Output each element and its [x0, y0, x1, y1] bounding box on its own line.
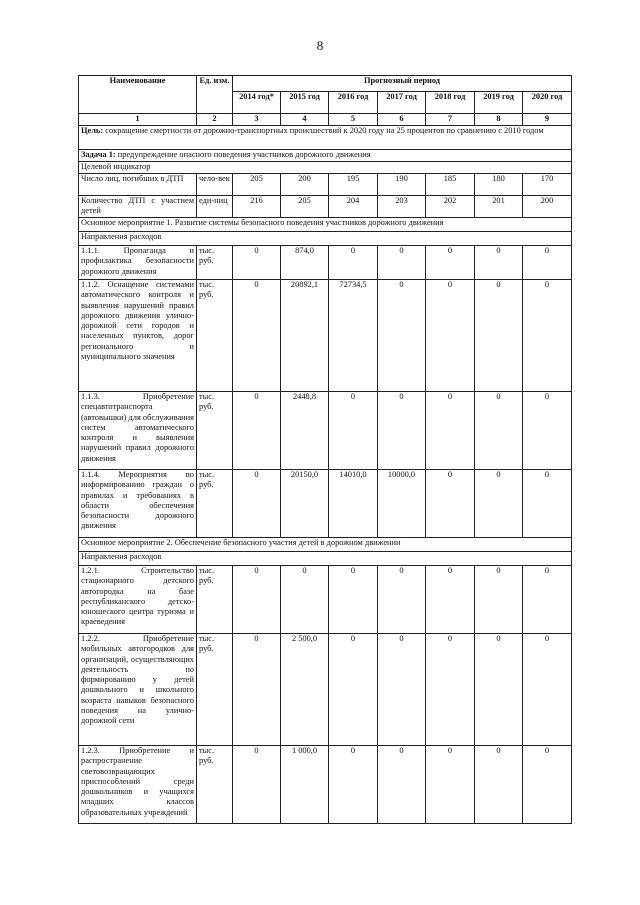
- row-value: 1 000,0: [281, 746, 329, 824]
- task-label: Задача 1:: [81, 150, 116, 159]
- goal-row: [79, 126, 572, 150]
- header-year: 2020 год: [523, 92, 572, 114]
- row-unit: тыс. руб.: [197, 392, 233, 470]
- header-period: Прогнозный период: [233, 76, 572, 92]
- row-unit: тыс. руб.: [197, 246, 233, 280]
- row-unit: тыс. руб.: [197, 746, 233, 824]
- row-value: 205: [281, 196, 329, 218]
- row-value: 0: [475, 470, 523, 538]
- row-value: 0: [233, 280, 281, 392]
- row-value: 180: [475, 174, 523, 196]
- row-value: 0: [426, 634, 475, 746]
- row-value: 0: [523, 634, 572, 746]
- task-text: предупреждение опасного поведения участников дорожного движения: [115, 150, 371, 159]
- row-value: 0: [329, 246, 378, 280]
- row-unit: тыс. руб.: [197, 566, 233, 634]
- row-value: 0: [426, 566, 475, 634]
- row-value: 204: [329, 196, 378, 218]
- column-number: 5: [329, 114, 378, 126]
- forecast-table: [78, 75, 572, 824]
- row-name: 1.1.3. Приобретение спецавтотранспорта (автовышки) для обслуживания систем автоматического контроля и выявления нарушений правил дорожного движения: [79, 392, 197, 470]
- row-value: 216: [233, 196, 281, 218]
- row-value: 190: [378, 174, 426, 196]
- row-value: 0: [475, 392, 523, 470]
- row-value: 0: [329, 566, 378, 634]
- row-name: Число лиц, погибших в ДТП: [79, 174, 197, 196]
- row-value: 0: [378, 634, 426, 746]
- row-value: 0: [523, 470, 572, 538]
- row-unit: тыс. руб.: [197, 470, 233, 538]
- header-year: 2018 год: [426, 92, 475, 114]
- row-value: 0: [233, 746, 281, 824]
- row-value: 200: [523, 196, 572, 218]
- row-value: 0: [378, 746, 426, 824]
- row-name: 1.1.4. Мероприятия по информированию граждан о правилах и требованиях в области обеспечения безопасности дорожного движения: [79, 470, 197, 538]
- row-value: 0: [281, 566, 329, 634]
- row-value: 0: [523, 280, 572, 392]
- row-unit: тыс. руб.: [197, 634, 233, 746]
- column-number: 4: [281, 114, 329, 126]
- row-value: 0: [378, 280, 426, 392]
- indicator-header: Целевой индикатор: [79, 162, 572, 174]
- header-unit: Ед. изм.: [197, 76, 233, 114]
- row-value: 0: [426, 246, 475, 280]
- row-name: 1.2.3. Приобретение и распространение световозвращающих приспособлений среди дошкольников и учащихся младших классов образовательных учреждений: [79, 746, 197, 824]
- indicator-row: [79, 174, 572, 196]
- row-value: 0: [523, 566, 572, 634]
- row-value: 0: [475, 246, 523, 280]
- row-name: 1.1.2. Оснащение системами автоматического контроля и выявления нарушений правил дорожного движения улично-дорожной сети городов и населенных пунктов, дорог регионального и муниципального значения: [79, 280, 197, 392]
- row-value: 0: [475, 746, 523, 824]
- row-value: 10000,0: [378, 470, 426, 538]
- header-year: 2014 год*: [233, 92, 281, 114]
- goal-label: Цель:: [81, 126, 104, 135]
- row-value: 0: [523, 392, 572, 470]
- column-number: 6: [378, 114, 426, 126]
- row-value: 195: [329, 174, 378, 196]
- row-value: 0: [426, 470, 475, 538]
- goal-text: сокращение смертности от дорожно-транспортных происшествий к 2020 году на 25 процентов по сравнению с 2010 годом: [103, 126, 544, 135]
- row-value: 205: [233, 174, 281, 196]
- expense-row: [79, 566, 572, 634]
- row-unit: тыс. руб.: [197, 280, 233, 392]
- row-value: 14010,0: [329, 470, 378, 538]
- row-unit: еди-ниц: [197, 196, 233, 218]
- row-value: 0: [475, 566, 523, 634]
- row-value: 2448,8: [281, 392, 329, 470]
- row-value: 170: [523, 174, 572, 196]
- row-value: 0: [329, 392, 378, 470]
- row-value: 200: [281, 174, 329, 196]
- row-value: 874,0: [281, 246, 329, 280]
- row-name: Количество ДТП с участием детей: [79, 196, 197, 218]
- row-value: 202: [426, 196, 475, 218]
- row-name: 1.1.1. Пропаганда и профилактика безопасности дорожного движения: [79, 246, 197, 280]
- row-value: 0: [233, 566, 281, 634]
- row-unit: чело-век: [197, 174, 233, 196]
- row-value: 0: [329, 634, 378, 746]
- row-value: 0: [426, 746, 475, 824]
- row-value: 2 500,0: [281, 634, 329, 746]
- row-value: 0: [523, 746, 572, 824]
- column-number: 8: [475, 114, 523, 126]
- row-value: 72734,5: [329, 280, 378, 392]
- row-value: 0: [233, 634, 281, 746]
- column-number: 7: [426, 114, 475, 126]
- row-value: 0: [233, 392, 281, 470]
- row-name: 1.2.1. Строительство стационарного детского автогородка на базе республиканского детско-юношеского центра туризма и краеведения: [79, 566, 197, 634]
- expense-row: [79, 634, 572, 746]
- header-name: Наименование: [79, 76, 197, 114]
- row-value: 0: [378, 246, 426, 280]
- page-number: 8: [316, 38, 324, 53]
- row-value: 20892,1: [281, 280, 329, 392]
- column-number: 2: [197, 114, 233, 126]
- row-value: 0: [378, 566, 426, 634]
- measure-1-row: Основное мероприятие 1. Развитие системы безопасного поведения участников дорожного движения: [79, 218, 572, 232]
- row-value: 20150,0: [281, 470, 329, 538]
- row-value: 185: [426, 174, 475, 196]
- header-year: 2017 год: [378, 92, 426, 114]
- row-value: 201: [475, 196, 523, 218]
- header-year: 2016 год: [329, 92, 378, 114]
- row-value: 0: [475, 280, 523, 392]
- expense-row: [79, 280, 572, 392]
- row-value: 0: [233, 470, 281, 538]
- row-value: 203: [378, 196, 426, 218]
- column-number: 3: [233, 114, 281, 126]
- expense-row: [79, 470, 572, 538]
- row-value: 0: [475, 634, 523, 746]
- column-number: 1: [79, 114, 197, 126]
- header-year: 2015 год: [281, 92, 329, 114]
- expense-row: [79, 392, 572, 470]
- expenses-header: Направления расходов: [79, 552, 572, 566]
- row-value: 0: [426, 392, 475, 470]
- column-number: 9: [523, 114, 572, 126]
- row-value: 0: [378, 392, 426, 470]
- row-value: 0: [426, 280, 475, 392]
- task-row: [79, 150, 572, 162]
- measure-2-row: Основное мероприятие 2. Обеспечение безопасного участия детей в дорожном движении: [79, 538, 572, 552]
- expenses-header: Направления расходов: [79, 232, 572, 246]
- row-value: 0: [523, 246, 572, 280]
- indicator-row: [79, 196, 572, 218]
- row-name: 1.2.2. Приобретение мобильных автогородков для организаций, осуществляющих деятельность по формированию у детей дошкольного и школьного возраста навыков безопасного поведения на улично-дорожной сети: [79, 634, 197, 746]
- header-year: 2019 год: [475, 92, 523, 114]
- row-value: 0: [329, 746, 378, 824]
- expense-row: [79, 246, 572, 280]
- expense-row: [79, 746, 572, 824]
- row-value: 0: [233, 246, 281, 280]
